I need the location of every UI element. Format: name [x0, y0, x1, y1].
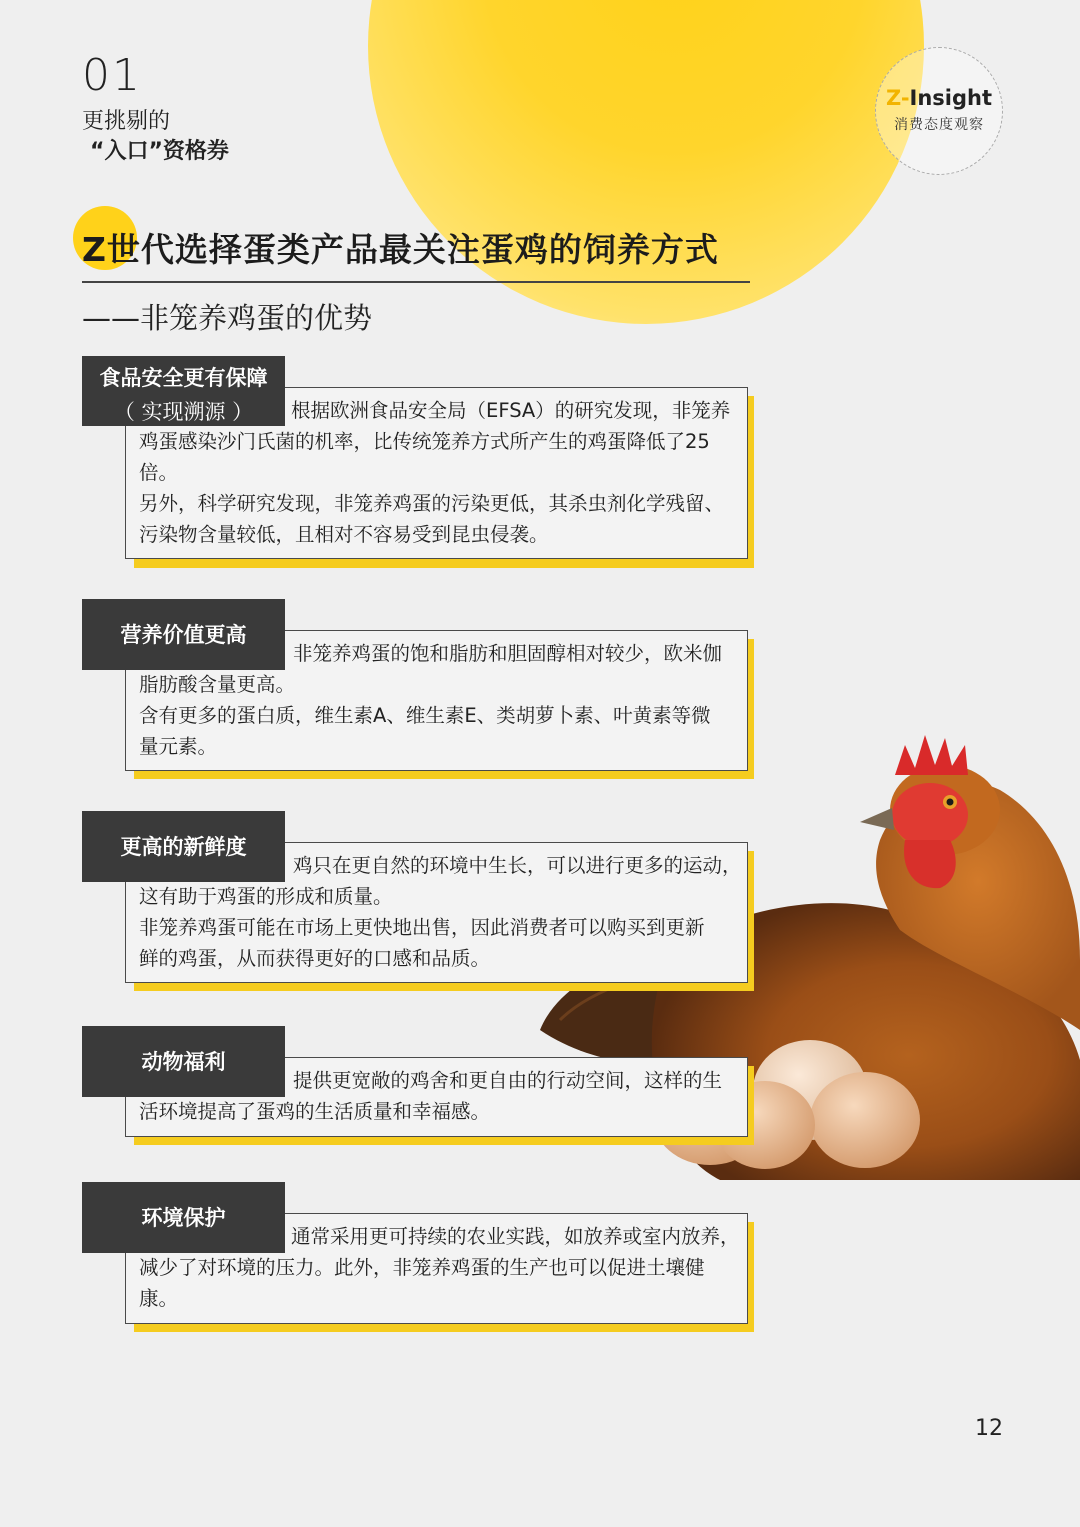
section-3-body [139, 881, 739, 974]
section-5-first-line: 通常采用更可持续的农业实践，如放养或室内放养， [291, 1225, 740, 1248]
section-3-line: 鲜的鸡蛋，从而获得更好的口感和品质。 [139, 947, 491, 970]
section-1-tag-subtitle: （ 实现溯源 ） [113, 400, 254, 424]
section-4-first-line: 提供更宽敞的鸡舍和更自由的行动空间，这样的生 [293, 1069, 723, 1092]
z-insight-logo [875, 47, 1003, 175]
section-1-tag-title: 食品安全更有保障 [99, 366, 268, 390]
section-1-line: 鸡蛋感染沙门氏菌的机率，比传统笼养方式所产生的鸡蛋降低了25 [139, 430, 710, 453]
title-divider [82, 281, 750, 283]
section-5-line: 减少了对环境的压力。此外，非笼养鸡蛋的生产也可以促进土壤健 [139, 1256, 705, 1279]
section-1-body [139, 426, 739, 550]
logo-subtitle: 消费态度观察 [894, 117, 984, 133]
section-tag-nutrition [82, 599, 285, 670]
section-1-line: 另外，科学研究发现，非笼养鸡蛋的污染更低，其杀虫剂化学残留、 [139, 492, 725, 515]
page-title: Z世代选择蛋类产品最关注蛋鸡的饲养方式 [82, 230, 719, 269]
section-5-tag-title: 环境保护 [141, 1206, 226, 1230]
section-1-first-line: 根据欧洲食品安全局（EFSA）的研究发现，非笼养 [291, 399, 731, 422]
section-3-line: 非笼养鸡蛋可能在市场上更快地出售，因此消费者可以购买到更新 [139, 916, 705, 939]
yellow-sun-decoration [368, 0, 924, 324]
page-number: 12 [975, 1416, 1003, 1441]
section-2-first-line: 非笼养鸡蛋的饱和脂肪和胆固醇相对较少，欧米伽 [293, 642, 723, 665]
logo-z: Z- [885, 86, 910, 110]
section-3-tag-title: 更高的新鲜度 [120, 835, 247, 859]
section-2-line: 脂肪酸含量更高。 [139, 673, 296, 696]
section-tag-animal-welfare [82, 1026, 285, 1097]
section-2-body [139, 669, 739, 762]
section-5-body [139, 1252, 739, 1314]
page-subtitle: ——非笼养鸡蛋的优势 [82, 301, 373, 335]
section-tag-environment [82, 1182, 285, 1253]
chapter-number: 01 [82, 50, 142, 101]
logo-brand [876, 86, 1002, 110]
section-tag-food-safety [82, 356, 285, 426]
section-tag-freshness [82, 811, 285, 882]
section-2-tag-title: 营养价值更高 [120, 623, 247, 647]
chapter-title-line1: 更挑剔的 [82, 109, 171, 134]
section-3-first-line: 鸡只在更自然的环境中生长，可以进行更多的运动， [293, 854, 742, 877]
section-2-line: 量元素。 [139, 735, 218, 758]
section-5-line: 康。 [139, 1287, 179, 1310]
section-3-line: 这有助于鸡蛋的形成和质量。 [139, 885, 393, 908]
section-1-line: 污染物含量较低，且相对不容易受到昆虫侵袭。 [139, 523, 549, 546]
section-4-tag-title: 动物福利 [141, 1050, 226, 1074]
section-2-line: 含有更多的蛋白质，维生素A、维生素E、类胡萝卜素、叶黄素等微 [139, 704, 711, 727]
chapter-title-line2: “入口”资格券 [90, 139, 229, 164]
logo-brand-text: Insight [909, 86, 993, 110]
section-4-body [139, 1096, 739, 1127]
section-4-line: 活环境提高了蛋鸡的生活质量和幸福感。 [139, 1100, 491, 1123]
section-1-line: 倍。 [139, 461, 179, 484]
